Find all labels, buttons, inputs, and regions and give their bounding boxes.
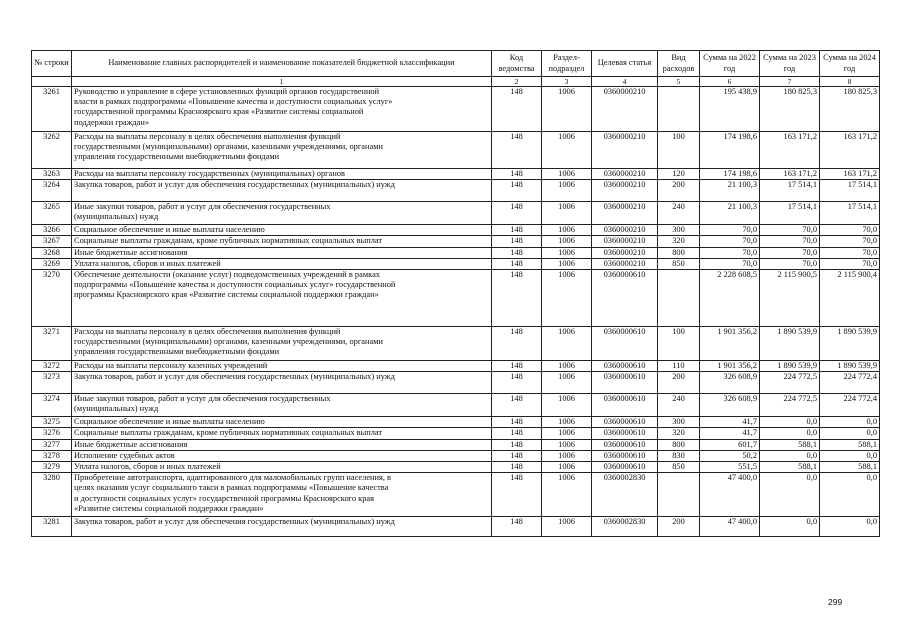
column-number bbox=[32, 77, 72, 87]
cell-expense-type: 240 bbox=[658, 202, 700, 225]
cell-sum-2022: 21 100,3 bbox=[700, 202, 760, 225]
cell-row-no: 3272 bbox=[32, 361, 72, 372]
table-row bbox=[32, 394, 880, 417]
cell-row-no: 3274 bbox=[32, 394, 72, 417]
cell-sum-2023: 180 825,3 bbox=[760, 87, 820, 132]
cell-name: Уплата налогов, сборов и иных платежей bbox=[72, 462, 492, 473]
cell-sum-2024: 0,0 bbox=[820, 428, 880, 439]
cell-sum-2022: 21 100,3 bbox=[700, 180, 760, 202]
cell-dept-code: 148 bbox=[492, 225, 542, 236]
cell-target-item: 0360002830 bbox=[592, 517, 658, 537]
cell-sum-2024: 70,0 bbox=[820, 247, 880, 258]
cell-target-item: 0360000610 bbox=[592, 361, 658, 372]
cell-sum-2023: 224 772,5 bbox=[760, 394, 820, 417]
cell-name: Расходы на выплаты персоналу государственных (муниципальных) органов bbox=[72, 169, 492, 180]
cell-target-item: 0360002830 bbox=[592, 473, 658, 517]
cell-sum-2023: 0,0 bbox=[760, 473, 820, 517]
cell-sum-2023: 0,0 bbox=[760, 417, 820, 428]
cell-target-item: 0360000210 bbox=[592, 236, 658, 247]
cell-sum-2023: 1 890 539,9 bbox=[760, 361, 820, 372]
cell-expense-type: 800 bbox=[658, 439, 700, 450]
cell-sum-2024: 588,1 bbox=[820, 462, 880, 473]
column-number: 3 bbox=[542, 77, 592, 87]
cell-dept-code: 148 bbox=[492, 517, 542, 537]
table-row bbox=[32, 258, 880, 269]
header-target-item: Целевая статья bbox=[592, 51, 658, 77]
cell-name: Обеспечение деятельности (оказание услуг) подведомственных учреждений в рамках подпрограммы «Повышение качества и доступности социальных услуг» государственной программы Красноярского края «Развитие системы социальной поддержки граждан» bbox=[72, 270, 492, 327]
cell-sum-2022: 47 400,0 bbox=[700, 473, 760, 517]
cell-target-item: 0360000210 bbox=[592, 202, 658, 225]
cell-name: Иные закупки товаров, работ и услуг для обеспечения государственных (муниципальных) нужд bbox=[72, 394, 492, 417]
cell-row-no: 3270 bbox=[32, 270, 72, 327]
header-name: Наименование главных распорядителей и наименование показателей бюджетной классификации bbox=[72, 51, 492, 77]
cell-sum-2023: 70,0 bbox=[760, 247, 820, 258]
header-expense-type: Вид расходов bbox=[658, 51, 700, 77]
table-row bbox=[32, 87, 880, 132]
cell-dept-code: 148 bbox=[492, 428, 542, 439]
cell-sum-2024: 0,0 bbox=[820, 517, 880, 537]
cell-dept-code: 148 bbox=[492, 87, 542, 132]
cell-section: 1006 bbox=[542, 247, 592, 258]
cell-section: 1006 bbox=[542, 169, 592, 180]
cell-expense-type: 200 bbox=[658, 517, 700, 537]
cell-expense-type bbox=[658, 270, 700, 327]
table-row bbox=[32, 361, 880, 372]
cell-section: 1006 bbox=[542, 132, 592, 169]
column-number: 7 bbox=[760, 77, 820, 87]
cell-sum-2024: 70,0 bbox=[820, 225, 880, 236]
cell-sum-2022: 551,5 bbox=[700, 462, 760, 473]
table-row bbox=[32, 473, 880, 517]
cell-target-item: 0360000210 bbox=[592, 169, 658, 180]
cell-section: 1006 bbox=[542, 87, 592, 132]
cell-sum-2023: 70,0 bbox=[760, 258, 820, 269]
header-dept-code: Код ведомства bbox=[492, 51, 542, 77]
cell-expense-type: 100 bbox=[658, 327, 700, 361]
cell-expense-type: 830 bbox=[658, 450, 700, 461]
cell-dept-code: 148 bbox=[492, 202, 542, 225]
cell-name: Закупка товаров, работ и услуг для обеспечения государственных (муниципальных) нужд bbox=[72, 372, 492, 394]
cell-expense-type: 200 bbox=[658, 372, 700, 394]
cell-dept-code: 148 bbox=[492, 450, 542, 461]
cell-section: 1006 bbox=[542, 258, 592, 269]
cell-target-item: 0360000610 bbox=[592, 327, 658, 361]
cell-name: Уплата налогов, сборов и иных платежей bbox=[72, 258, 492, 269]
cell-target-item: 0360000210 bbox=[592, 87, 658, 132]
cell-expense-type: 320 bbox=[658, 236, 700, 247]
cell-dept-code: 148 bbox=[492, 169, 542, 180]
cell-name: Иные бюджетные ассигнования bbox=[72, 439, 492, 450]
cell-section: 1006 bbox=[542, 236, 592, 247]
cell-dept-code: 148 bbox=[492, 247, 542, 258]
cell-sum-2024: 0,0 bbox=[820, 473, 880, 517]
cell-dept-code: 148 bbox=[492, 462, 542, 473]
cell-sum-2023: 0,0 bbox=[760, 450, 820, 461]
table-row bbox=[32, 247, 880, 258]
table-row bbox=[32, 517, 880, 537]
cell-sum-2024: 70,0 bbox=[820, 258, 880, 269]
cell-sum-2022: 1 901 356,2 bbox=[700, 361, 760, 372]
cell-section: 1006 bbox=[542, 361, 592, 372]
cell-target-item: 0360000210 bbox=[592, 247, 658, 258]
cell-section: 1006 bbox=[542, 180, 592, 202]
column-number: 6 bbox=[700, 77, 760, 87]
cell-sum-2023: 1 890 539,9 bbox=[760, 327, 820, 361]
table-row bbox=[32, 327, 880, 361]
cell-section: 1006 bbox=[542, 439, 592, 450]
cell-row-no: 3264 bbox=[32, 180, 72, 202]
cell-name: Социальные выплаты гражданам, кроме публичных нормативных социальных выплат bbox=[72, 236, 492, 247]
table-row bbox=[32, 372, 880, 394]
cell-sum-2024: 0,0 bbox=[820, 450, 880, 461]
cell-row-no: 3279 bbox=[32, 462, 72, 473]
cell-sum-2024: 17 514,1 bbox=[820, 180, 880, 202]
cell-sum-2022: 70,0 bbox=[700, 258, 760, 269]
header-section: Раздел-подраздел bbox=[542, 51, 592, 77]
cell-name: Исполнение судебных актов bbox=[72, 450, 492, 461]
cell-sum-2022: 2 228 608,5 bbox=[700, 270, 760, 327]
header-sum-2024: Сумма на 2024 год bbox=[820, 51, 880, 77]
cell-sum-2024: 224 772,4 bbox=[820, 372, 880, 394]
cell-sum-2023: 2 115 900,5 bbox=[760, 270, 820, 327]
cell-sum-2022: 326 608,9 bbox=[700, 394, 760, 417]
table-row bbox=[32, 450, 880, 461]
cell-name: Закупка товаров, работ и услуг для обеспечения государственных (муниципальных) нужд bbox=[72, 180, 492, 202]
cell-dept-code: 148 bbox=[492, 327, 542, 361]
cell-sum-2022: 174 198,6 bbox=[700, 169, 760, 180]
cell-dept-code: 148 bbox=[492, 394, 542, 417]
table-row bbox=[32, 132, 880, 169]
cell-target-item: 0360000610 bbox=[592, 450, 658, 461]
cell-dept-code: 148 bbox=[492, 236, 542, 247]
cell-target-item: 0360000610 bbox=[592, 417, 658, 428]
cell-target-item: 0360000610 bbox=[592, 462, 658, 473]
table-row bbox=[32, 169, 880, 180]
cell-sum-2022: 70,0 bbox=[700, 247, 760, 258]
cell-target-item: 0360000210 bbox=[592, 132, 658, 169]
cell-expense-type: 320 bbox=[658, 428, 700, 439]
cell-row-no: 3277 bbox=[32, 439, 72, 450]
cell-name: Социальное обеспечение и иные выплаты населению bbox=[72, 417, 492, 428]
cell-name: Социальные выплаты гражданам, кроме публичных нормативных социальных выплат bbox=[72, 428, 492, 439]
cell-row-no: 3271 bbox=[32, 327, 72, 361]
cell-sum-2022: 47 400,0 bbox=[700, 517, 760, 537]
cell-target-item: 0360000210 bbox=[592, 225, 658, 236]
cell-name: Иные закупки товаров, работ и услуг для обеспечения государственных (муниципальных) нужд bbox=[72, 202, 492, 225]
cell-sum-2023: 163 171,2 bbox=[760, 132, 820, 169]
cell-sum-2024: 1 890 539,9 bbox=[820, 327, 880, 361]
cell-sum-2023: 70,0 bbox=[760, 236, 820, 247]
cell-row-no: 3261 bbox=[32, 87, 72, 132]
cell-row-no: 3262 bbox=[32, 132, 72, 169]
cell-sum-2022: 326 608,9 bbox=[700, 372, 760, 394]
cell-dept-code: 148 bbox=[492, 372, 542, 394]
table-row bbox=[32, 180, 880, 202]
cell-sum-2022: 70,0 bbox=[700, 236, 760, 247]
cell-sum-2023: 224 772,5 bbox=[760, 372, 820, 394]
table-row bbox=[32, 236, 880, 247]
cell-sum-2023: 0,0 bbox=[760, 517, 820, 537]
header-row-no: № строки bbox=[32, 51, 72, 77]
cell-dept-code: 148 bbox=[492, 439, 542, 450]
cell-dept-code: 148 bbox=[492, 180, 542, 202]
cell-row-no: 3265 bbox=[32, 202, 72, 225]
cell-name: Руководство и управление в сфере установленных функций органов государственной власти в рамках подпрограммы «Повышение качества и доступности социальных услуг» государственной программы Красноярского края «Развитие системы социальной поддержки граждан» bbox=[72, 87, 492, 132]
cell-row-no: 3263 bbox=[32, 169, 72, 180]
cell-section: 1006 bbox=[542, 327, 592, 361]
cell-sum-2024: 163 171,2 bbox=[820, 132, 880, 169]
column-number: 4 bbox=[592, 77, 658, 87]
cell-name: Расходы на выплаты персоналу в целях обеспечения выполнения функций государственными (муниципальными) органами, казенными учреждениями, органами управления государственными внебюджетными фондами bbox=[72, 327, 492, 361]
cell-row-no: 3281 bbox=[32, 517, 72, 537]
cell-sum-2023: 0,0 bbox=[760, 428, 820, 439]
cell-expense-type: 850 bbox=[658, 462, 700, 473]
cell-sum-2022: 601,7 bbox=[700, 439, 760, 450]
cell-sum-2024: 0,0 bbox=[820, 417, 880, 428]
cell-sum-2023: 163 171,2 bbox=[760, 169, 820, 180]
cell-dept-code: 148 bbox=[492, 473, 542, 517]
page-number: 299 bbox=[828, 597, 843, 607]
cell-dept-code: 148 bbox=[492, 132, 542, 169]
cell-section: 1006 bbox=[542, 394, 592, 417]
cell-sum-2024: 17 514,1 bbox=[820, 202, 880, 225]
table-row bbox=[32, 202, 880, 225]
cell-target-item: 0360000610 bbox=[592, 270, 658, 327]
cell-expense-type: 300 bbox=[658, 417, 700, 428]
cell-section: 1006 bbox=[542, 270, 592, 327]
column-number: 5 bbox=[658, 77, 700, 87]
cell-target-item: 0360000610 bbox=[592, 394, 658, 417]
cell-dept-code: 148 bbox=[492, 258, 542, 269]
cell-sum-2024: 224 772,4 bbox=[820, 394, 880, 417]
cell-name: Закупка товаров, работ и услуг для обеспечения государственных (муниципальных) нужд bbox=[72, 517, 492, 537]
cell-expense-type: 240 bbox=[658, 394, 700, 417]
cell-sum-2024: 1 890 539,9 bbox=[820, 361, 880, 372]
cell-dept-code: 148 bbox=[492, 270, 542, 327]
cell-row-no: 3266 bbox=[32, 225, 72, 236]
cell-row-no: 3275 bbox=[32, 417, 72, 428]
cell-sum-2022: 174 198,6 bbox=[700, 132, 760, 169]
cell-row-no: 3269 bbox=[32, 258, 72, 269]
column-number: 2 bbox=[492, 77, 542, 87]
header-row bbox=[32, 51, 880, 77]
cell-section: 1006 bbox=[542, 225, 592, 236]
table-body bbox=[32, 87, 880, 537]
cell-sum-2022: 50,2 bbox=[700, 450, 760, 461]
cell-sum-2024: 588,1 bbox=[820, 439, 880, 450]
column-number-row bbox=[32, 77, 880, 87]
cell-sum-2023: 588,1 bbox=[760, 439, 820, 450]
cell-target-item: 0360000210 bbox=[592, 180, 658, 202]
column-number: 8 bbox=[820, 77, 880, 87]
cell-target-item: 0360000210 bbox=[592, 258, 658, 269]
cell-expense-type: 850 bbox=[658, 258, 700, 269]
cell-section: 1006 bbox=[542, 428, 592, 439]
cell-sum-2024: 2 115 900,4 bbox=[820, 270, 880, 327]
cell-sum-2022: 41,7 bbox=[700, 417, 760, 428]
cell-expense-type: 200 bbox=[658, 180, 700, 202]
cell-dept-code: 148 bbox=[492, 417, 542, 428]
cell-sum-2022: 70,0 bbox=[700, 225, 760, 236]
cell-expense-type: 110 bbox=[658, 361, 700, 372]
cell-sum-2023: 588,1 bbox=[760, 462, 820, 473]
cell-expense-type: 300 bbox=[658, 225, 700, 236]
cell-section: 1006 bbox=[542, 417, 592, 428]
column-number: 1 bbox=[72, 77, 492, 87]
cell-target-item: 0360000610 bbox=[592, 428, 658, 439]
cell-section: 1006 bbox=[542, 462, 592, 473]
cell-target-item: 0360000610 bbox=[592, 439, 658, 450]
cell-expense-type: 100 bbox=[658, 132, 700, 169]
cell-sum-2022: 1 901 356,2 bbox=[700, 327, 760, 361]
table-row bbox=[32, 462, 880, 473]
table-row bbox=[32, 428, 880, 439]
cell-row-no: 3273 bbox=[32, 372, 72, 394]
cell-section: 1006 bbox=[542, 450, 592, 461]
cell-sum-2022: 41,7 bbox=[700, 428, 760, 439]
cell-expense-type bbox=[658, 87, 700, 132]
cell-target-item: 0360000610 bbox=[592, 372, 658, 394]
cell-name: Приобретение автотранспорта, адаптированного для маломобильных групп населения, в целях оказания услуг социального такси в рамках подпрограммы «Повышение качества и доступности социальных услуг» государственной программы Красноярского края «Развитие системы социальной поддержки граждан» bbox=[72, 473, 492, 517]
cell-sum-2023: 70,0 bbox=[760, 225, 820, 236]
table-row bbox=[32, 225, 880, 236]
cell-name: Иные бюджетные ассигнования bbox=[72, 247, 492, 258]
header-sum-2023: Сумма на 2023 год bbox=[760, 51, 820, 77]
cell-section: 1006 bbox=[542, 473, 592, 517]
cell-sum-2022: 195 438,9 bbox=[700, 87, 760, 132]
cell-expense-type bbox=[658, 473, 700, 517]
cell-section: 1006 bbox=[542, 202, 592, 225]
budget-table bbox=[31, 50, 880, 537]
cell-name: Расходы на выплаты персоналу в целях обеспечения выполнения функций государственными (муниципальными) органами, казенными учреждениями, органами управления государственными внебюджетными фондами bbox=[72, 132, 492, 169]
cell-name: Социальное обеспечение и иные выплаты населению bbox=[72, 225, 492, 236]
cell-row-no: 3268 bbox=[32, 247, 72, 258]
cell-sum-2024: 70,0 bbox=[820, 236, 880, 247]
header-sum-2022: Сумма на 2022 год bbox=[700, 51, 760, 77]
cell-row-no: 3280 bbox=[32, 473, 72, 517]
table-row bbox=[32, 270, 880, 327]
table-row bbox=[32, 439, 880, 450]
table-row bbox=[32, 417, 880, 428]
cell-sum-2023: 17 514,1 bbox=[760, 180, 820, 202]
cell-row-no: 3278 bbox=[32, 450, 72, 461]
cell-row-no: 3267 bbox=[32, 236, 72, 247]
cell-section: 1006 bbox=[542, 517, 592, 537]
cell-expense-type: 120 bbox=[658, 169, 700, 180]
cell-name: Расходы на выплаты персоналу казенных учреждений bbox=[72, 361, 492, 372]
cell-expense-type: 800 bbox=[658, 247, 700, 258]
cell-sum-2023: 17 514,1 bbox=[760, 202, 820, 225]
cell-section: 1006 bbox=[542, 372, 592, 394]
cell-row-no: 3276 bbox=[32, 428, 72, 439]
cell-sum-2024: 163 171,2 bbox=[820, 169, 880, 180]
cell-dept-code: 148 bbox=[492, 361, 542, 372]
cell-sum-2024: 180 825,3 bbox=[820, 87, 880, 132]
